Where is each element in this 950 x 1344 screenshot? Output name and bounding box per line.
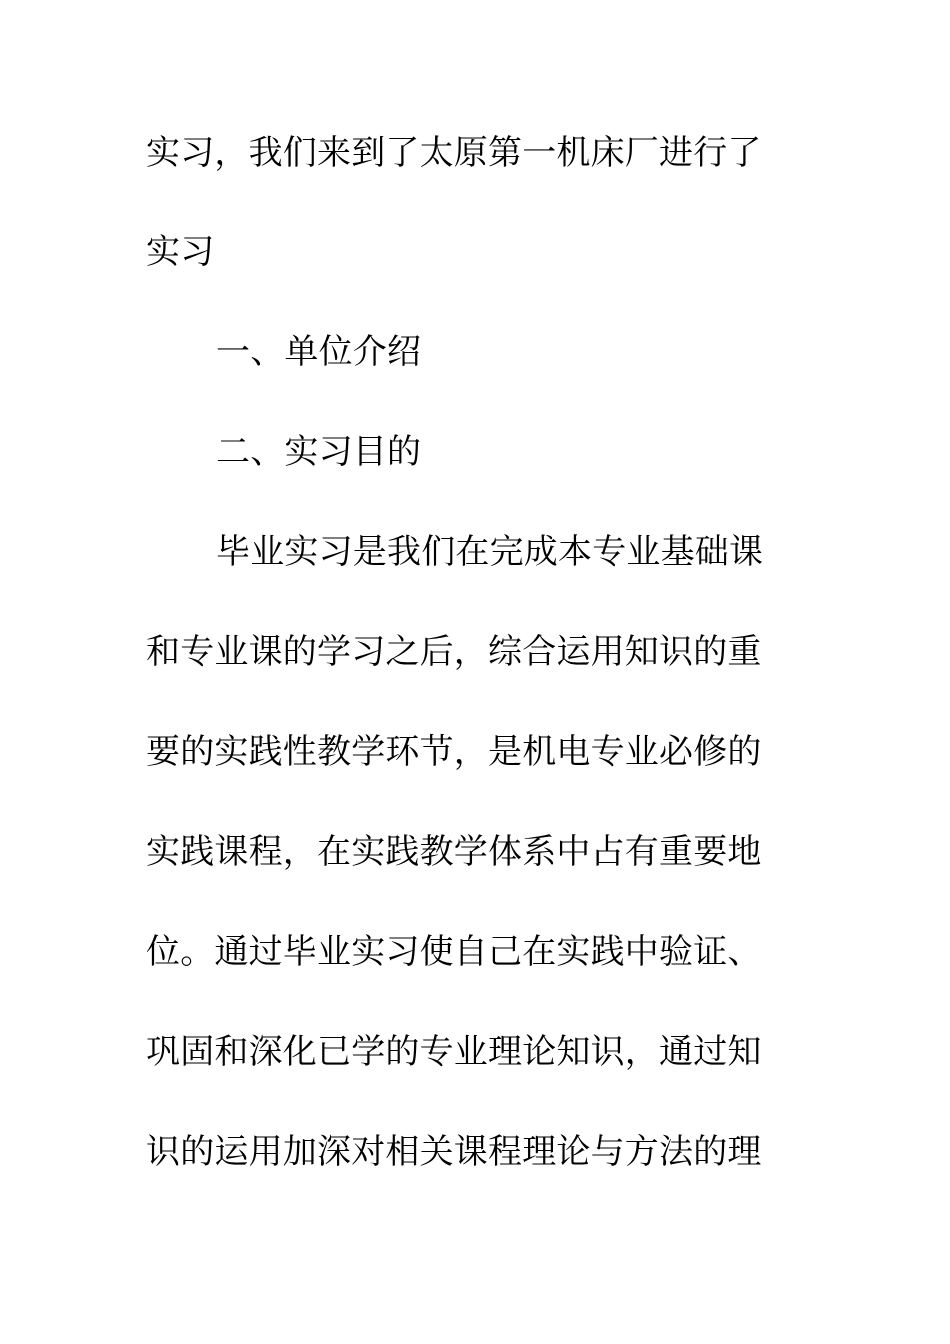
text-line: 实习: [146, 232, 215, 272]
text-line: 和专业课的学习之后，综合运用知识的重: [146, 632, 762, 672]
text-line: 实践课程，在实践教学体系中占有重要地: [146, 832, 762, 872]
text-line: 要的实践性教学环节，是机电专业必修的: [146, 732, 762, 772]
text-line: 识的运用加深对相关课程理论与方法的理: [146, 1132, 762, 1172]
section-heading: 一、单位介绍: [216, 332, 422, 372]
text-line: 实习，我们来到了太原第一机床厂进行了: [146, 133, 762, 173]
text-line: 位。通过毕业实习使自己在实践中验证、: [146, 932, 762, 972]
text-line: 巩固和深化已学的专业理论知识，通过知: [146, 1032, 762, 1072]
paragraph-first-line: 毕业实习是我们在完成本专业基础课: [216, 532, 764, 572]
section-heading: 二、实习目的: [216, 432, 422, 472]
